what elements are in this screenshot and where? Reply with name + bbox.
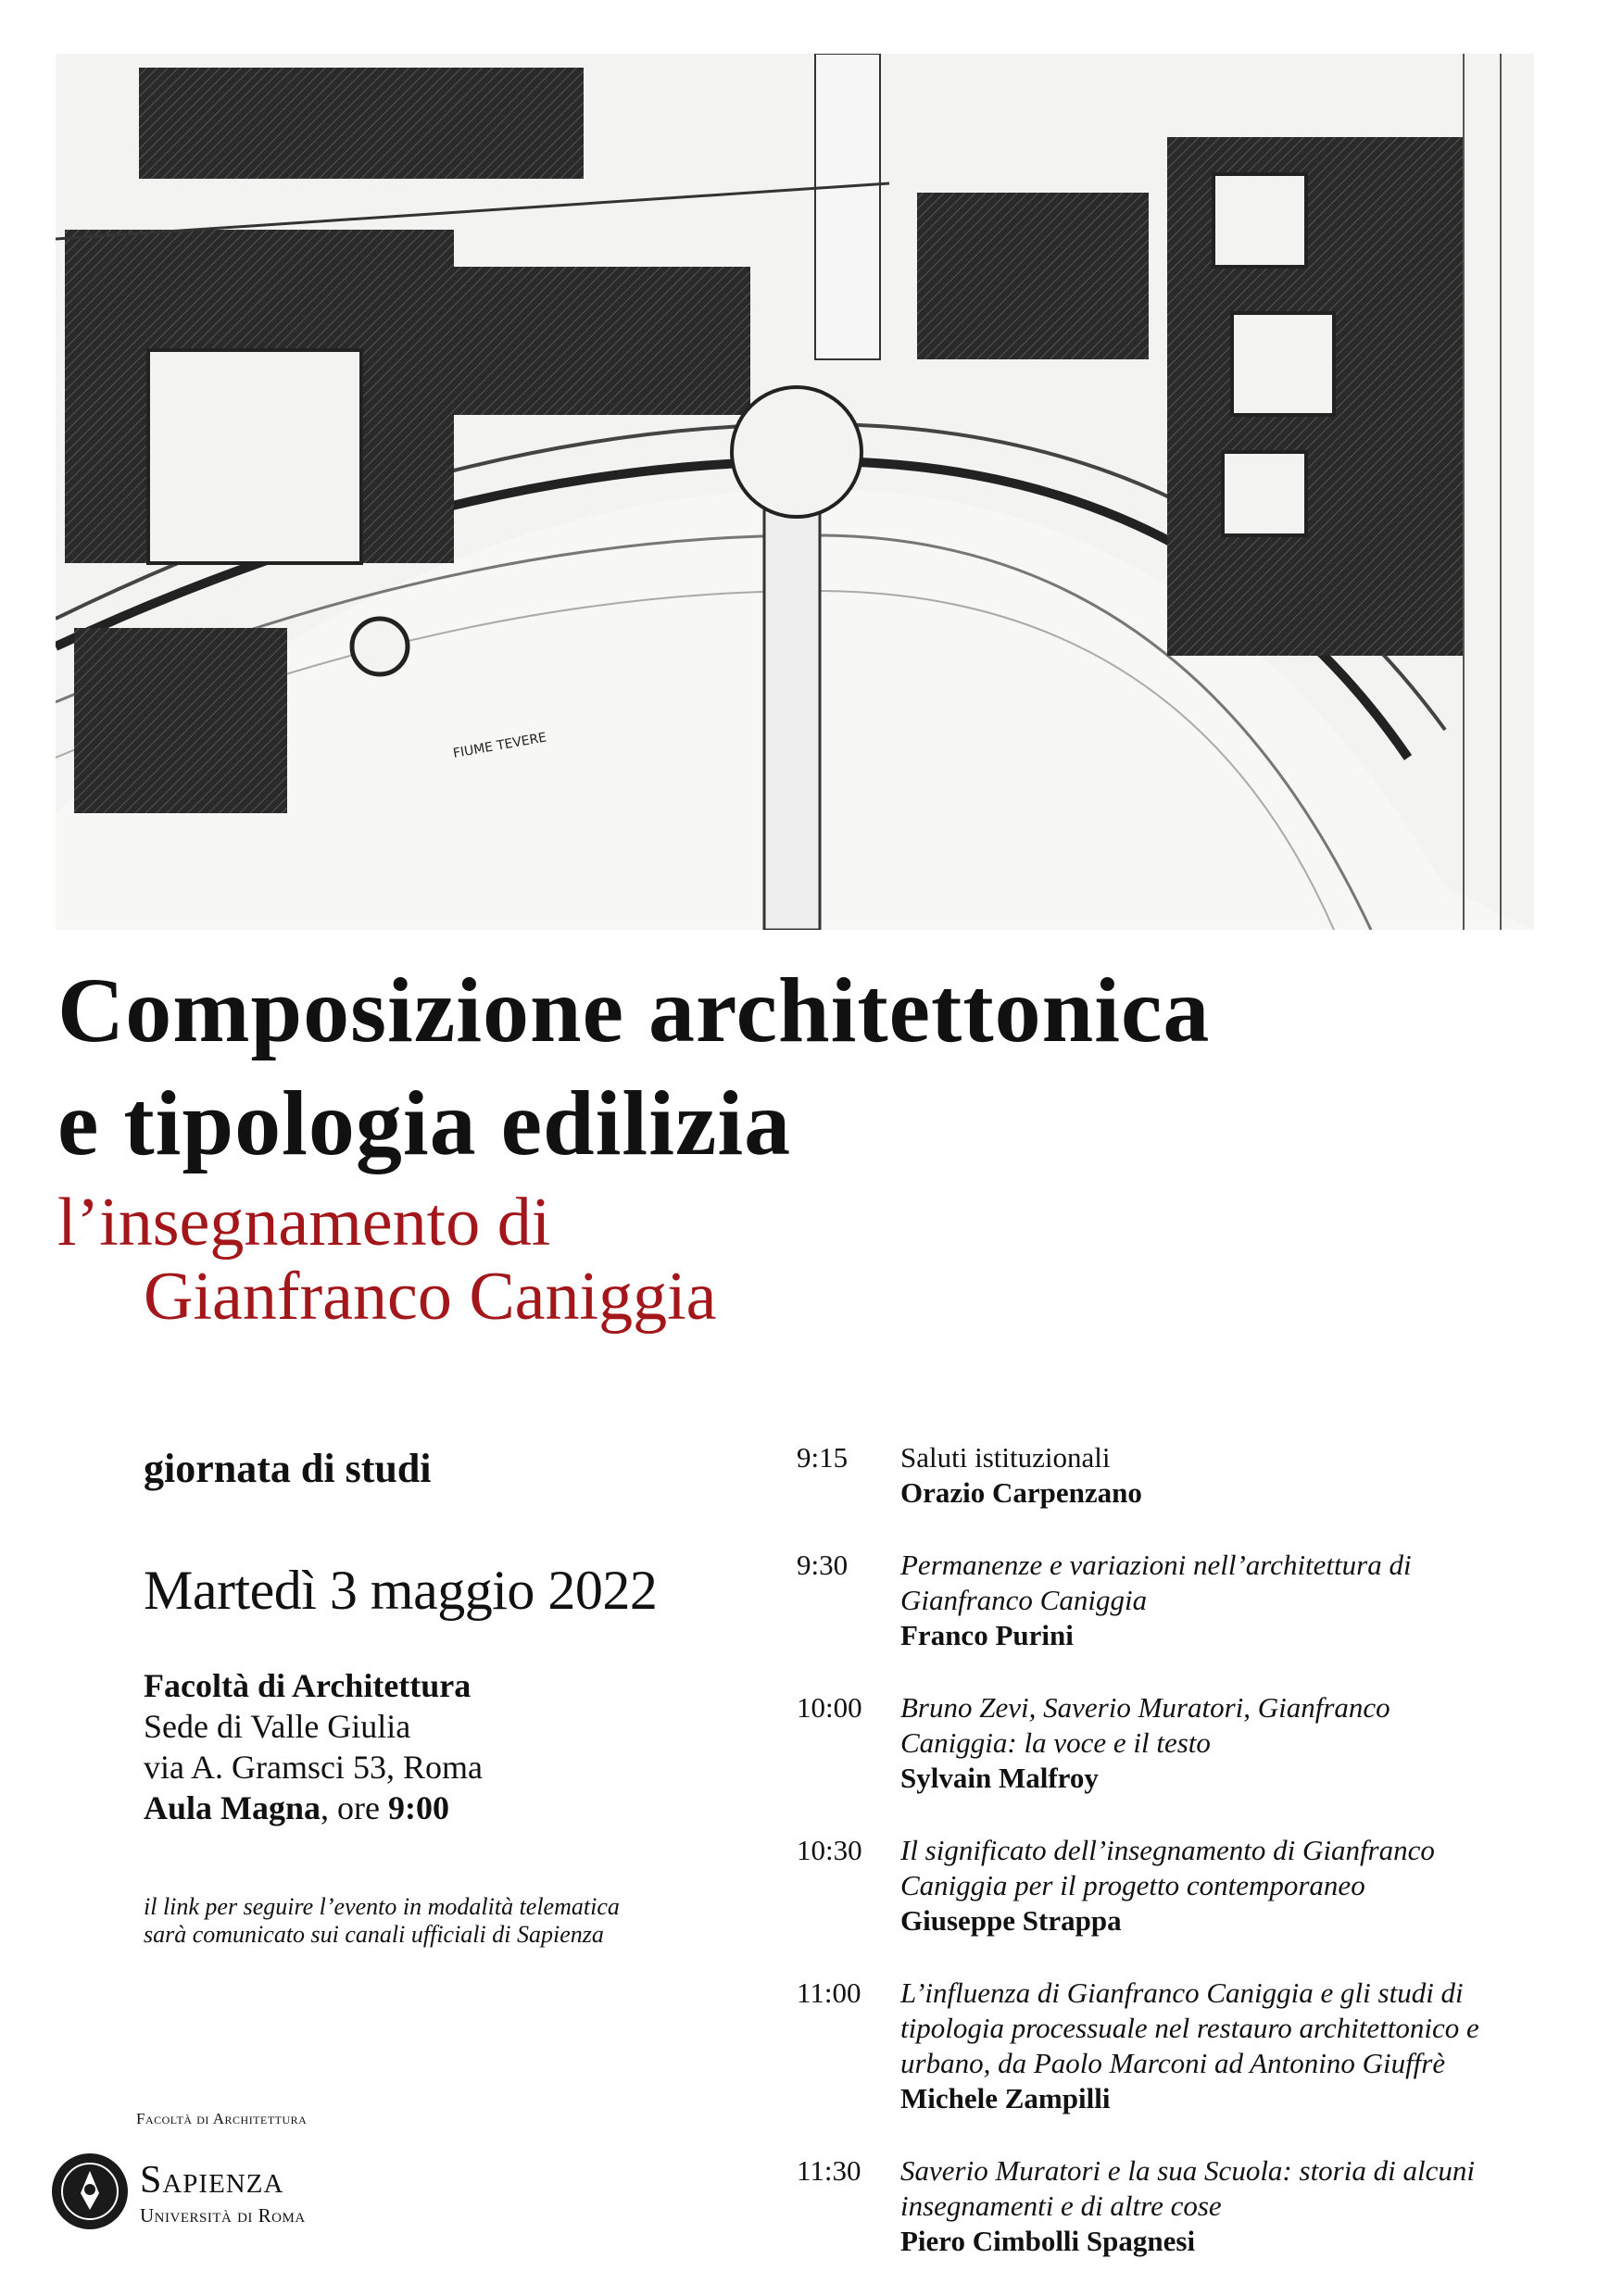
program-time: 11:00 <box>797 1976 861 2009</box>
subtitle-line-2: Gianfranco Caniggia <box>144 1259 717 1335</box>
program-time: 10:00 <box>797 1691 862 1724</box>
talk-title-line: tipologia processuale nel restauro architettonico e <box>900 2012 1479 2044</box>
talk-title-line: urbano, da Paolo Marconi ad Antonino Giuffrè <box>900 2047 1446 2079</box>
program-item <box>797 2153 1556 2259</box>
plan-drawing <box>56 54 1534 930</box>
title-line-2: e tipologia edilizia <box>57 1072 792 1174</box>
talk-title-line: Caniggia: la voce e il testo <box>900 1726 1211 1759</box>
talk-title-line: Saluti istituzionali <box>900 1441 1111 1474</box>
program-time: 10:30 <box>797 1834 862 1866</box>
university-subtitle: Università di Roma <box>140 2204 306 2227</box>
program-time: 9:15 <box>797 1441 849 1474</box>
event-info <box>144 1445 736 1949</box>
faculty-label: Facoltà di Architettura <box>136 2110 308 2127</box>
online-note-line-2: sarà comunicato sui canali ufficiali di Sapienza <box>144 1921 604 1948</box>
talk-title-line: Caniggia per il progetto contemporaneo <box>900 1869 1365 1901</box>
venue-room: Aula Magna <box>144 1789 321 1826</box>
university-name: Sapienza <box>140 2159 284 2202</box>
talk-title-line: Gianfranco Caniggia <box>900 1584 1148 1616</box>
speaker-name: Piero Cimbolli Spagnesi <box>900 2225 1196 2257</box>
venue-site: Sede di Valle Giulia <box>144 1708 411 1745</box>
time-prefix: , ore <box>321 1789 388 1826</box>
program-list <box>797 1440 1556 2296</box>
program-time: 9:30 <box>797 1549 849 1581</box>
subtitle-line-1: l’insegnamento di <box>57 1185 551 1261</box>
sapienza-seal-icon <box>51 2152 129 2230</box>
talk-title-line: insegnamenti e di altre cose <box>900 2189 1222 2222</box>
venue-faculty: Facoltà di Architettura <box>144 1667 472 1704</box>
page-title <box>57 954 1210 1180</box>
program-item <box>797 1976 1556 2116</box>
talk-title-line: Saverio Muratori e la sua Scuola: storia di alcuni <box>900 2154 1475 2187</box>
speaker-name: Sylvain Malfroy <box>900 1762 1099 1794</box>
speaker-name: Franco Purini <box>900 1619 1074 1651</box>
talk-title-line: L’influenza di Gianfranco Caniggia e gli studi di <box>900 1976 1464 2009</box>
program-item <box>797 1690 1556 1796</box>
online-note-line-1: il link per seguire l’evento in modalità telematica <box>144 1893 620 1920</box>
talk-title-line: Bruno Zevi, Saverio Muratori, Gianfranco <box>900 1691 1390 1724</box>
speaker-name: Orazio Carpenzano <box>900 1476 1142 1509</box>
start-time: 9:00 <box>388 1789 449 1826</box>
program-item <box>797 1548 1556 1653</box>
program-item <box>797 1833 1556 1938</box>
program-time: 11:30 <box>797 2154 861 2187</box>
title-line-1: Composizione architettonica <box>57 959 1211 1061</box>
talk-title-line: Il significato dell’insegnamento di Gianfranco <box>900 1834 1435 1866</box>
talk-title-line: Permanenze e variazioni nell’architettura di <box>900 1549 1412 1581</box>
subtitle <box>57 1186 717 1334</box>
event-date: Martedì 3 maggio 2022 <box>144 1560 658 1621</box>
venue-block <box>144 1665 736 1828</box>
university-logo <box>51 2110 440 2240</box>
program-item <box>797 1440 1556 1511</box>
venue-address: via A. Gramsci 53, Roma <box>144 1749 483 1786</box>
speaker-name: Giuseppe Strappa <box>900 1904 1122 1937</box>
event-type: giornata di studi <box>144 1446 432 1491</box>
river-label: FIUME TEVERE <box>451 730 548 761</box>
historical-plan-image <box>56 54 1534 930</box>
speaker-name: Michele Zampilli <box>900 2082 1111 2114</box>
online-note <box>144 1893 736 1949</box>
